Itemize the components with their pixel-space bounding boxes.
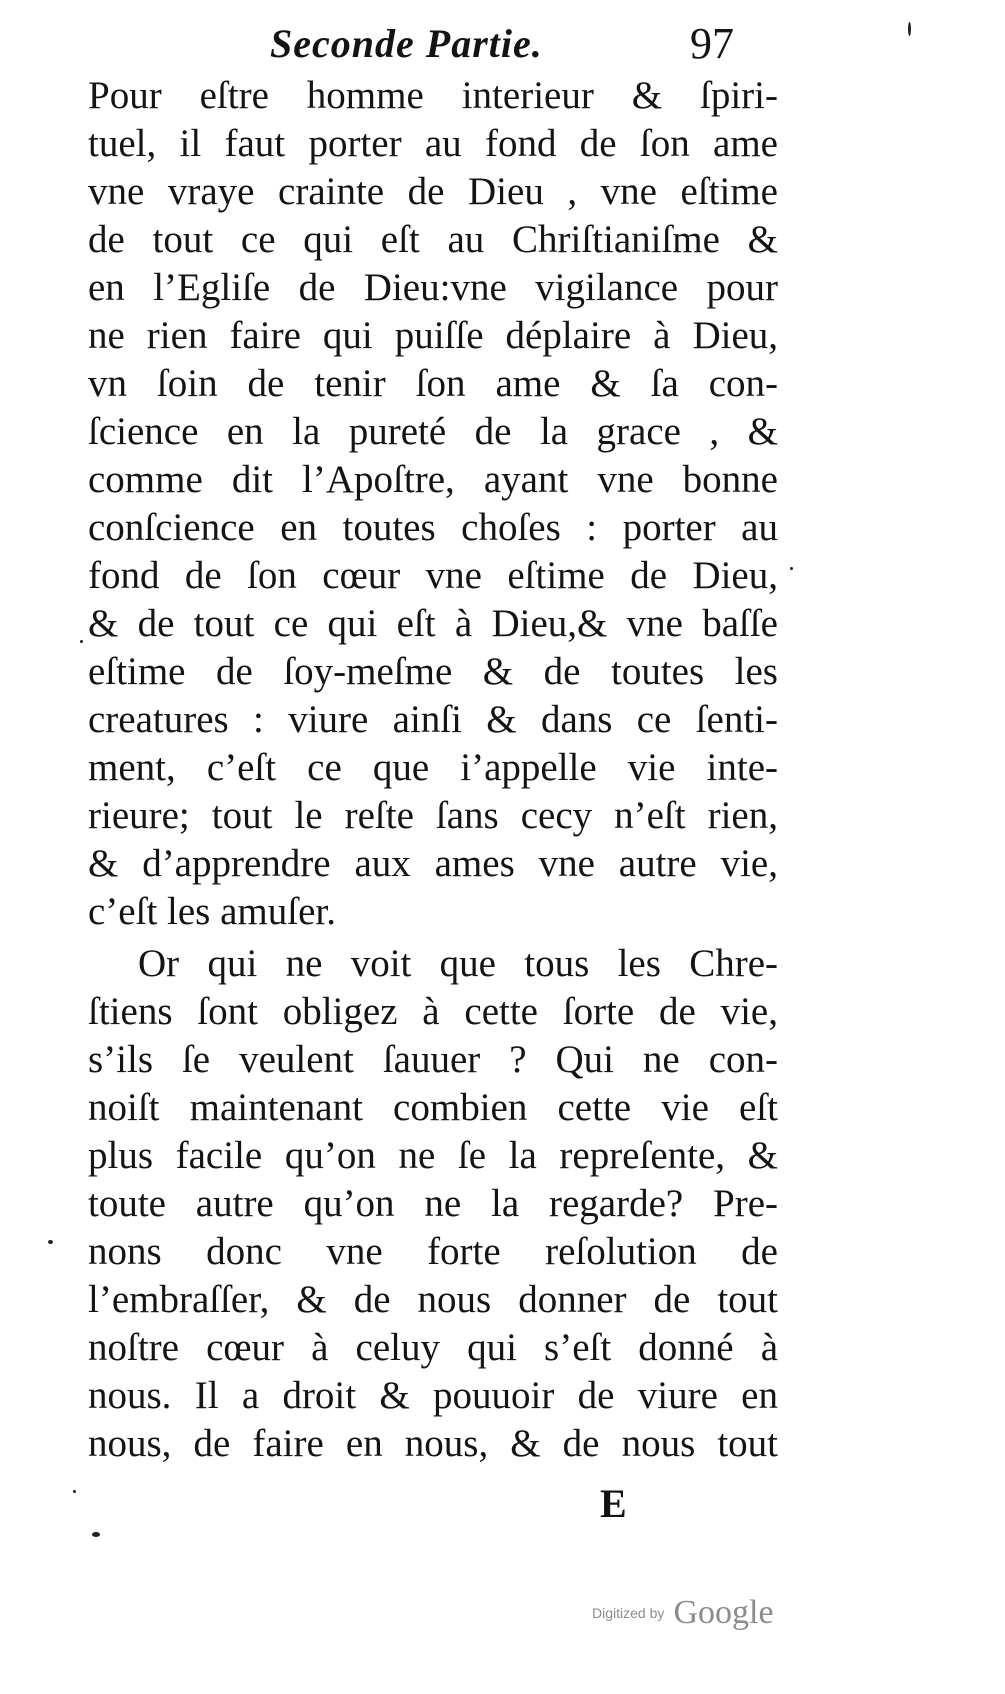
text-line: & de tout ce qui eſt à Dieu,& vne baſſe — [88, 602, 778, 645]
paragraph-1 — [88, 72, 778, 936]
text-line: eſtime de ſoy-meſme & de toutes les — [88, 650, 778, 693]
text-line: ne rien faire qui puiſſe déplaire à Dieu, — [88, 314, 778, 357]
text-line: noiſt maintenant combien cette vie eſt — [88, 1086, 778, 1129]
text-line: creatures : viure ainſi & dans ce ſenti- — [88, 698, 778, 741]
text-line: & d’apprendre aux ames vne autre vie, — [88, 842, 778, 885]
text-line: nous, de faire en nous, & de nous tout — [88, 1422, 778, 1465]
scan-speck — [80, 640, 83, 643]
text-line: noſtre cœur à celuy qui s’eſt donné à — [88, 1326, 778, 1369]
text-line: Or qui ne voit que tous les Chre- — [138, 942, 778, 985]
signature-mark: E — [600, 1481, 627, 1526]
page-number: 97 — [690, 19, 734, 68]
body-text — [88, 72, 778, 1468]
text-line: de tout ce qui eſt au Chriſtianiſme & — [88, 218, 778, 261]
text-line: en l’Egliſe de Dieu:vne vigilance pour — [88, 266, 778, 309]
text-line: toute autre qu’on ne la regarde? Pre- — [88, 1182, 778, 1225]
scan-speck — [790, 567, 793, 570]
text-line: s’ils ſe veulent ſauuer ? Qui ne con- — [88, 1038, 778, 1081]
text-line: conſcience en toutes choſes : porter au — [88, 506, 778, 549]
text-line: Pour eſtre homme interieur & ſpiri- — [88, 74, 778, 117]
scan-speck — [92, 1532, 100, 1537]
scan-speck — [908, 22, 911, 36]
text-line: fond de ſon cœur vne eſtime de Dieu, — [88, 554, 778, 597]
digitization-watermark — [592, 1594, 774, 1634]
text-line: tuel, il faut porter au fond de ſon ame — [88, 122, 778, 165]
text-line: vne vraye crainte de Dieu , vne eſtime — [88, 170, 778, 213]
text-line: ſcience en la pureté de la grace , & — [88, 410, 778, 453]
text-line: vn ſoin de tenir ſon ame & ſa con- — [88, 362, 778, 405]
text-line: comme dit l’Apoſtre, ayant vne bonne — [88, 458, 778, 501]
page-header — [270, 14, 770, 74]
text-line: nons donc vne forte reſolution de — [88, 1230, 778, 1273]
text-line: plus facile qu’on ne ſe la repreſente, & — [88, 1134, 778, 1177]
text-line: ment, c’eſt ce que i’appelle vie inte- — [88, 746, 778, 789]
watermark-prefix: Digitized by — [592, 1605, 665, 1621]
text-line: rieure; tout le reſte ſans cecy n’eſt rien, — [88, 794, 778, 837]
text-line: l’embraſſer, & de nous donner de tout — [88, 1278, 778, 1321]
text-line: nous. Il a droit & pouuoir de viure en — [88, 1374, 778, 1417]
scan-speck — [48, 1240, 53, 1244]
running-head: Seconde Partie. — [270, 21, 543, 66]
text-line: c’eſt les amuſer. — [88, 890, 336, 933]
text-line: ſtiens ſont obligez à cette ſorte de vie, — [88, 990, 778, 1033]
paragraph-2 — [88, 940, 778, 1468]
scan-speck — [73, 1490, 76, 1493]
watermark-brand-logo: Google — [673, 1594, 774, 1631]
